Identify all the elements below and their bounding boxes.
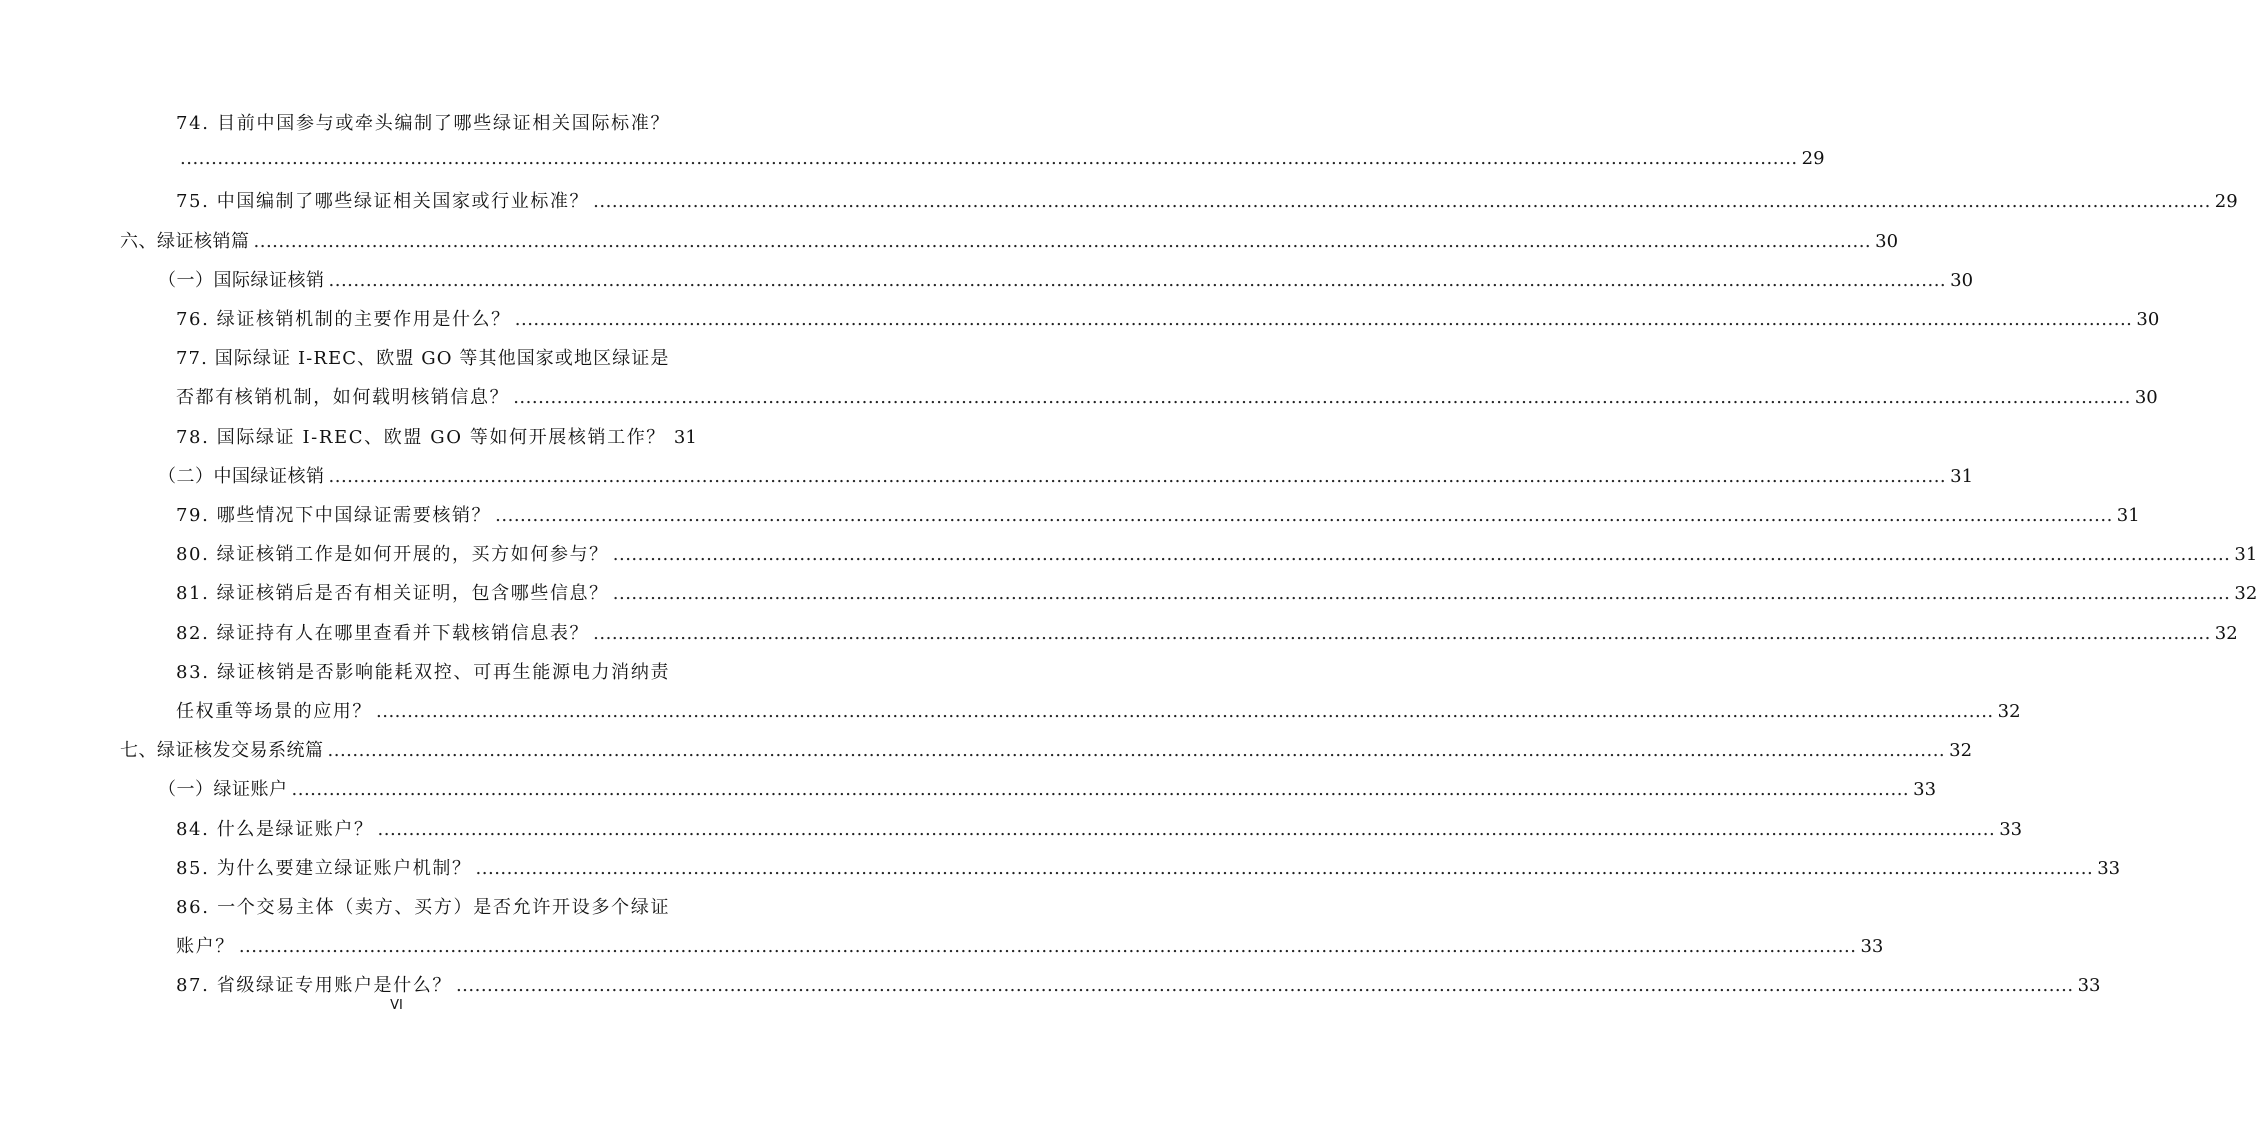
toc-line — [176, 815, 2023, 841]
dot-leader: .................................................................................................................................................................................................................................................................... — [291, 779, 1910, 801]
toc-line — [176, 187, 2238, 213]
toc-entry-title: （一）绿证账户 — [158, 779, 288, 801]
toc-entry-title: 六、绿证核销篇 — [120, 230, 250, 252]
toc-entry[interactable] — [0, 258, 1974, 297]
toc-page-number: 29 — [1801, 148, 1825, 170]
toc-entry[interactable] — [0, 454, 1974, 493]
toc-entry[interactable] — [0, 846, 2121, 885]
toc-page-number: 32 — [2214, 622, 2238, 644]
toc-entry[interactable] — [0, 219, 1899, 258]
toc-line — [176, 971, 2101, 997]
toc-line — [158, 462, 1974, 488]
dot-leader: .................................................................................................................................................................................................................................................................... — [253, 230, 1872, 252]
toc-entry-title: 账户？ — [176, 936, 235, 958]
toc-page-number: 33 — [1913, 779, 1937, 801]
toc-entry[interactable] — [0, 767, 1937, 806]
toc-line — [176, 305, 2160, 331]
dot-leader: .................................................................................................................................................................................................................................................................... — [377, 818, 1996, 840]
toc-entry-title: 78. 国际绿证 I-REC、欧盟 GO 等如何开展核销工作？ — [176, 426, 666, 448]
toc-entry-continuation[interactable] — [0, 924, 1884, 963]
toc-line — [176, 932, 1884, 958]
toc-entry-title: （二）中国绿证核销 — [158, 465, 325, 487]
toc-page-number: 31 — [2116, 505, 2140, 526]
toc-entry-continuation[interactable] — [0, 689, 2021, 728]
dot-leader: .................................................................................................................................................................................................................................................................... — [495, 505, 2113, 526]
toc-entry[interactable] — [0, 728, 1973, 767]
toc-entry-title: 七、绿证核发交易系统篇 — [120, 740, 324, 762]
toc-line — [176, 148, 1825, 174]
toc-page-number: 32 — [1997, 701, 2021, 722]
toc-line — [176, 619, 2238, 645]
toc-page-number: 33 — [1860, 936, 1884, 958]
toc-entry-title: 87. 省级绿证专用账户是什么？ — [176, 975, 452, 997]
toc-entry-title: 85. 为什么要建立绿证账户机制？ — [176, 857, 472, 879]
dot-leader: .................................................................................................................................................................................................................................................................... — [327, 740, 1946, 762]
toc-page-number: 33 — [2077, 975, 2101, 997]
toc-entry-title: 75. 中国编制了哪些绿证相关国家或行业标准？ — [176, 191, 590, 213]
toc-entry[interactable] — [0, 297, 2160, 336]
toc-entry[interactable] — [0, 532, 2257, 571]
dot-leader: .................................................................................................................................................................................................................................................................... — [513, 387, 2131, 409]
toc-line — [176, 423, 697, 449]
toc-entry-title: 80. 绿证核销工作是如何开展的，买方如何参与？ — [176, 544, 609, 566]
toc-entry[interactable] — [0, 179, 2238, 218]
toc-line — [176, 579, 2257, 605]
toc-line — [158, 266, 1974, 292]
toc-entry-continuation[interactable] — [0, 140, 1825, 179]
toc-entry[interactable] — [0, 336, 793, 375]
dot-leader: .................................................................................................................................................................................................................................................................... — [180, 148, 1798, 170]
toc-entry[interactable] — [0, 101, 793, 140]
toc-line — [176, 344, 673, 370]
toc-entry-title: 86. 一个交易主体（卖方、买方）是否允许开设多个绿证 — [176, 897, 671, 918]
toc-line — [176, 697, 2021, 723]
toc-entry-title: 84. 什么是绿证账户？ — [176, 818, 374, 840]
toc-entry-title: 83. 绿证核销是否影响能耗双控、可再生能源电力消纳责 — [176, 661, 671, 683]
toc-entry-title: 77. 国际绿证 I-REC、欧盟 GO 等其他国家或地区绿证是 — [176, 348, 670, 370]
page-number: VI — [390, 998, 403, 1013]
toc-entry-title: 否都有核销机制，如何载明核销信息？ — [176, 387, 510, 409]
toc-page-number: 33 — [2097, 857, 2121, 879]
toc-page-number: 32 — [1949, 740, 1973, 762]
toc-page-number: 30 — [1875, 230, 1899, 252]
dot-leader: .................................................................................................................................................................................................................................................................... — [328, 465, 1947, 487]
dot-leader: .................................................................................................................................................................................................................................................................... — [593, 622, 2211, 644]
toc-line — [176, 893, 673, 919]
toc-entry-title: 79. 哪些情况下中国绿证需要核销？ — [176, 505, 492, 526]
toc-page-number: 30 — [2136, 309, 2160, 330]
toc-line — [158, 775, 1937, 801]
toc-entry[interactable] — [0, 650, 793, 689]
toc-line — [176, 658, 673, 684]
toc-entry-title: 81. 绿证核销后是否有相关证明，包含哪些信息？ — [176, 583, 609, 605]
toc-line — [176, 854, 2121, 880]
dot-leader: .................................................................................................................................................................................................................................................................... — [455, 975, 2074, 997]
toc-entry-title: （一）国际绿证核销 — [158, 269, 325, 291]
toc-line — [120, 736, 1973, 762]
toc-page-number: 29 — [2214, 191, 2238, 213]
toc-page-number: 31 — [2234, 544, 2257, 566]
toc-page-number: 31 — [1950, 465, 1974, 487]
toc-entry[interactable] — [0, 493, 2140, 532]
toc-entry-title: 76. 绿证核销机制的主要作用是什么？ — [176, 309, 511, 330]
toc-entry[interactable] — [0, 611, 2238, 650]
dot-leader: .................................................................................................................................................................................................................................................................... — [328, 269, 1947, 291]
toc-entry-title: 74. 目前中国参与或牵头编制了哪些绿证相关国际标准？ — [176, 113, 671, 134]
dot-leader: .................................................................................................................................................................................................................................................................... — [612, 583, 2231, 605]
toc-line — [176, 540, 2257, 566]
dot-leader: .................................................................................................................................................................................................................................................................... — [475, 857, 2094, 879]
toc-page-number: 30 — [2134, 387, 2158, 409]
dot-leader: .................................................................................................................................................................................................................................................................... — [514, 309, 2133, 330]
toc-entry-title: 任权重等场景的应用？ — [176, 701, 372, 722]
toc-page-number: 32 — [2234, 583, 2257, 605]
toc-page-number: 33 — [1999, 818, 2023, 840]
toc-entry-continuation[interactable] — [0, 375, 2158, 414]
toc-entry[interactable] — [0, 571, 2257, 610]
toc-entry[interactable] — [0, 963, 2101, 1002]
toc-entry[interactable] — [0, 415, 793, 454]
toc-entry[interactable] — [0, 807, 2023, 846]
toc-line — [176, 109, 673, 135]
toc-line — [176, 501, 2140, 527]
dot-leader: .................................................................................................................................................................................................................................................................... — [612, 544, 2231, 566]
toc-page-number: 30 — [1950, 269, 1974, 291]
toc-entry[interactable] — [0, 885, 793, 924]
dot-leader: .................................................................................................................................................................................................................................................................... — [593, 191, 2211, 213]
toc-page-number: 31 — [673, 426, 697, 448]
dot-leader: .................................................................................................................................................................................................................................................................... — [376, 701, 1994, 722]
toc-line — [120, 227, 1899, 253]
toc-line — [176, 383, 2158, 409]
toc-entry-title: 82. 绿证持有人在哪里查看并下载核销信息表？ — [176, 622, 590, 644]
dot-leader: .................................................................................................................................................................................................................................................................... — [238, 936, 1857, 958]
